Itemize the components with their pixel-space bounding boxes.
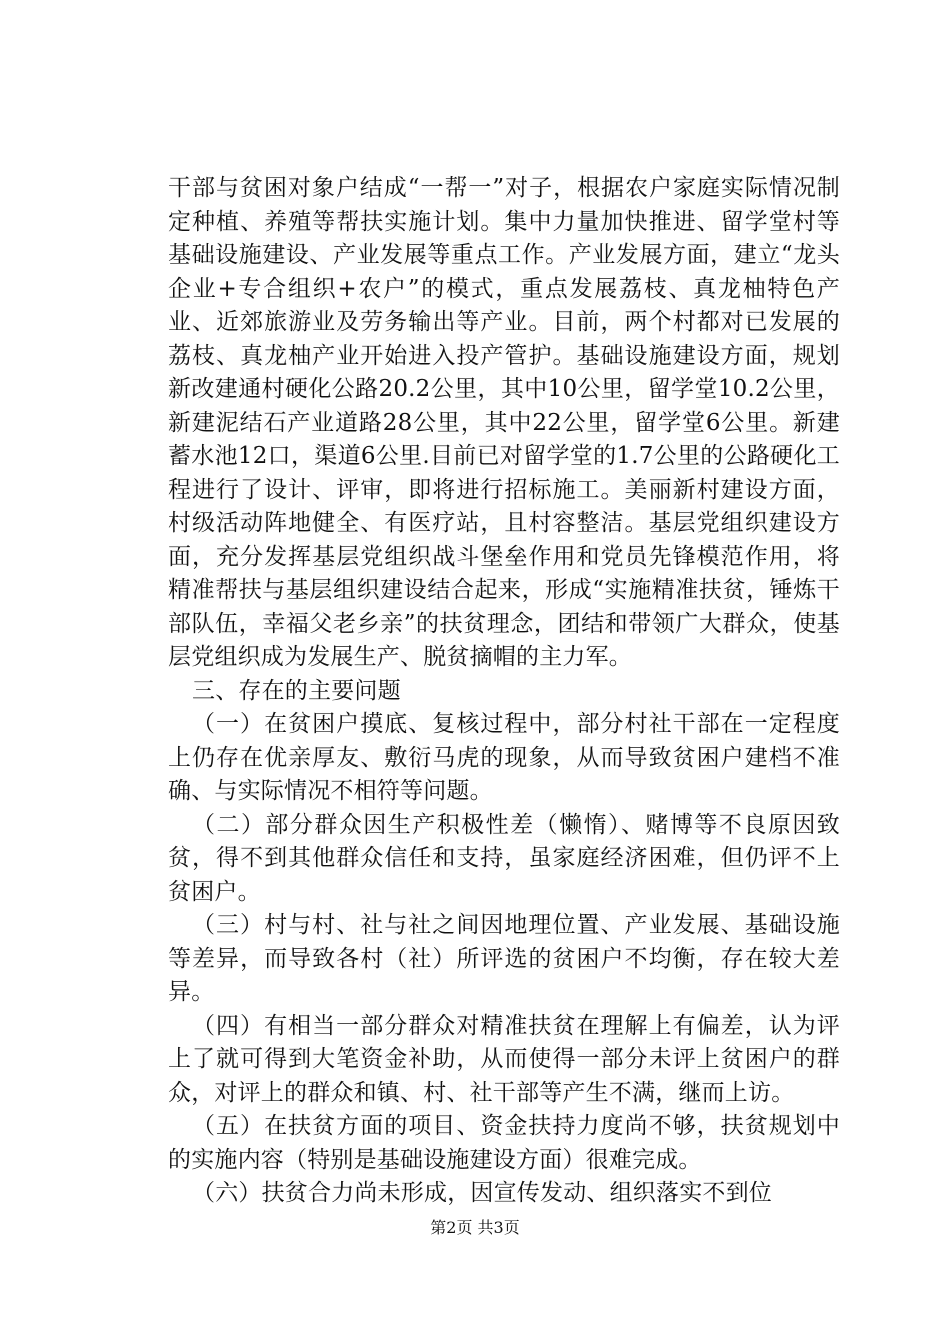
paragraph-issue-1: （一）在贫困户摸底、复核过程中，部分村社干部在一定程度上仍存在优亲厚友、敷衍马虎的现象，从而导致贫困户建档不准确、与实际情况不相符等问题。 (168, 711, 840, 804)
paragraph-issue-3: （三）村与村、社与社之间因地理位置、产业发展、基础设施等差异，而导致各村（社）所评选的贫困户不均衡，存在较大差异。 (168, 912, 840, 1005)
section-heading: 三、存在的主要问题 (192, 677, 401, 704)
paragraph-issue-4: （四）有相当一部分群众对精准扶贫在理解上有偏差，认为评上了就可得到大笔资金补助，从而使得一部分未评上贫困户的群众，对评上的群众和镇、村、社干部等产生不满，继而上访。 (168, 1012, 840, 1106)
page-number-footer: 第2页 共3页 (430, 1218, 520, 1237)
paragraph-issue-6: （六）扶贫合力尚未形成，因宣传发动、组织落实不到位 (192, 1180, 772, 1206)
paragraph-continuation: 干部与贫困对象户结成“一帮一”对子，根据农户家庭实际情况制定种植、养殖等帮扶实施计划。集中力量加快推进、留学堂村等基础设施建设、产业发展等重点工作。产业发展方面，建立“龙头企业+专合组织+农户”的模式，重点发展荔枝、真龙柚特色产业、近郊旅游业及劳务输出等产业。目前，两个村都对已发展的荔枝、真龙柚产业开始进入投产管护。基础设施建设方面，规划新改建通村硬化公路20.2公里，其中10公里，留学堂10.2公里，新建泥结石产业道路28公里，其中22公里，留学堂6公里。新建蓄水池12口，渠道6公里.目前已对留学堂的1.7公里的公路硬化工程进行了设计、评审，即将进行招标施工。美丽新村建设方面，村级活动阵地健全、有医疗站，且村容整洁。基层党组织建设方面，充分发挥基层党组织战斗堡垒作用和党员先锋模范作用，将精准帮扶与基层组织建设结合起来，形成“实施精准扶贫，锤炼干部队伍，幸福父老乡亲”的扶贫理念，团结和带领广大群众，使基层党组织成为发展生产、脱贫摘帽的主力军。 (168, 175, 840, 670)
paragraph-issue-2: （二）部分群众因生产积极性差（懒惰）、赌博等不良原因致贫，得不到其他群众信任和支持，虽家庭经济困难，但仍评不上贫困户。 (168, 811, 840, 905)
paragraph-issue-5: （五）在扶贫方面的项目、资金扶持力度尚不够，扶贫规划中的实施内容（特别是基础设施建设方面）很难完成。 (168, 1113, 840, 1173)
document-body (168, 172, 840, 1211)
